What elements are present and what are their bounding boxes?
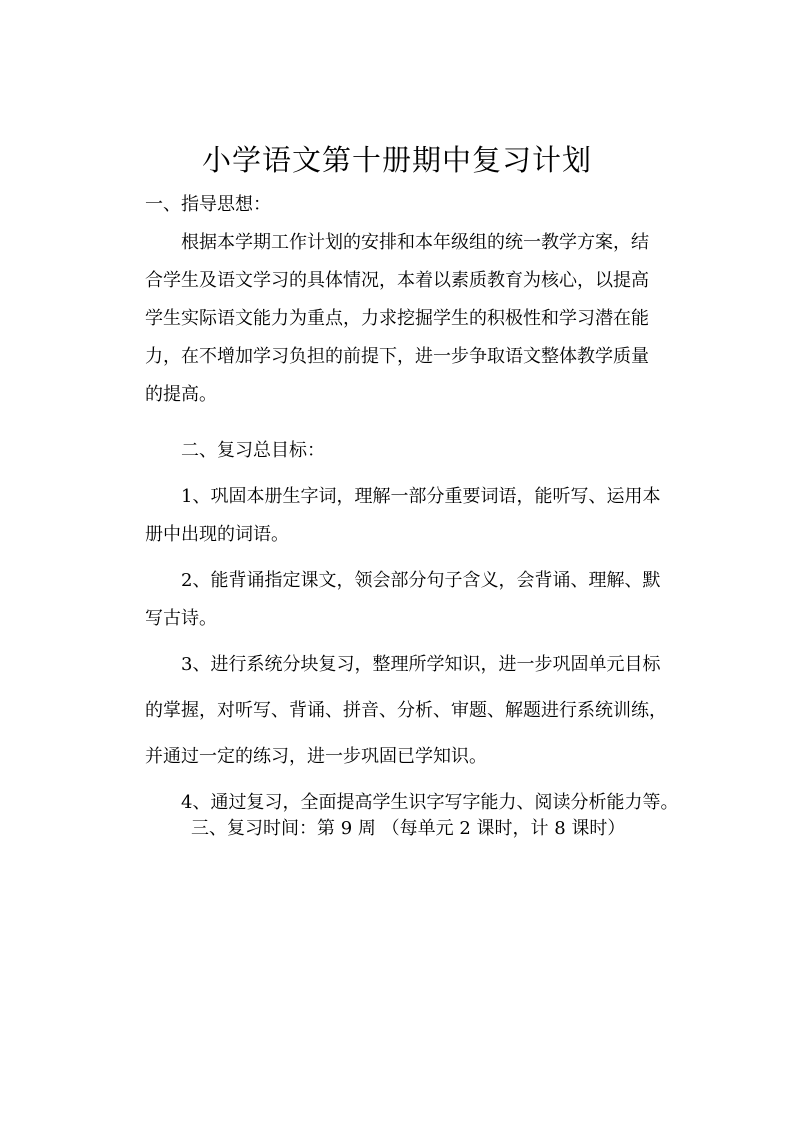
section-review-goals xyxy=(145,432,679,822)
paragraph-line: 学生实际语文能力为重点，力求挖掘学生的积极性和学习潜在能 xyxy=(145,308,649,329)
goal-item-line: 2、能背诵指定课文，领会部分句子含义，会背诵、理解、默 xyxy=(181,570,661,591)
goal-item-line: 并通过一定的练习，进一步巩固已学知识。 xyxy=(145,746,487,767)
goal-item-line: 3、进行系统分块复习，整理所学知识，进一步巩固单元目标 xyxy=(181,654,661,675)
goal-item-line: 4、通过复习，全面提高学生识字写字能力、阅读分析能力等。 xyxy=(181,792,679,813)
paragraph-line: 的提高。 xyxy=(145,384,217,405)
document-title: 小学语文第十册期中复习计划 xyxy=(201,143,592,177)
section-guiding-thought xyxy=(145,186,679,414)
goal-item-line: 写古诗。 xyxy=(145,608,217,629)
section-heading: 二、复习总目标： xyxy=(181,440,325,461)
goal-item-line: 的掌握，对听写、背诵、拼音、分析、审题、解题进行系统训练， xyxy=(145,700,667,721)
paragraph-line: 合学生及语文学习的具体情况，本着以素质教育为核心，以提高 xyxy=(145,270,649,291)
paragraph-line: 根据本学期工作计划的安排和本年级组的统一教学方案，结 xyxy=(181,232,649,253)
section-review-time xyxy=(145,810,679,848)
goal-item-line: 1、巩固本册生字词，理解一部分重要词语，能听写、运用本 xyxy=(181,486,661,507)
paragraph-line: 力，在不增加学习负担的前提下，进一步争取语文整体教学质量 xyxy=(145,346,649,367)
section-heading: 一、指导思想： xyxy=(145,194,271,215)
goal-item-line: 册中出现的词语。 xyxy=(145,524,289,545)
section-heading: 三、复习时间：第 9 周 （每单元 2 课时，计 8 课时） xyxy=(191,818,626,839)
